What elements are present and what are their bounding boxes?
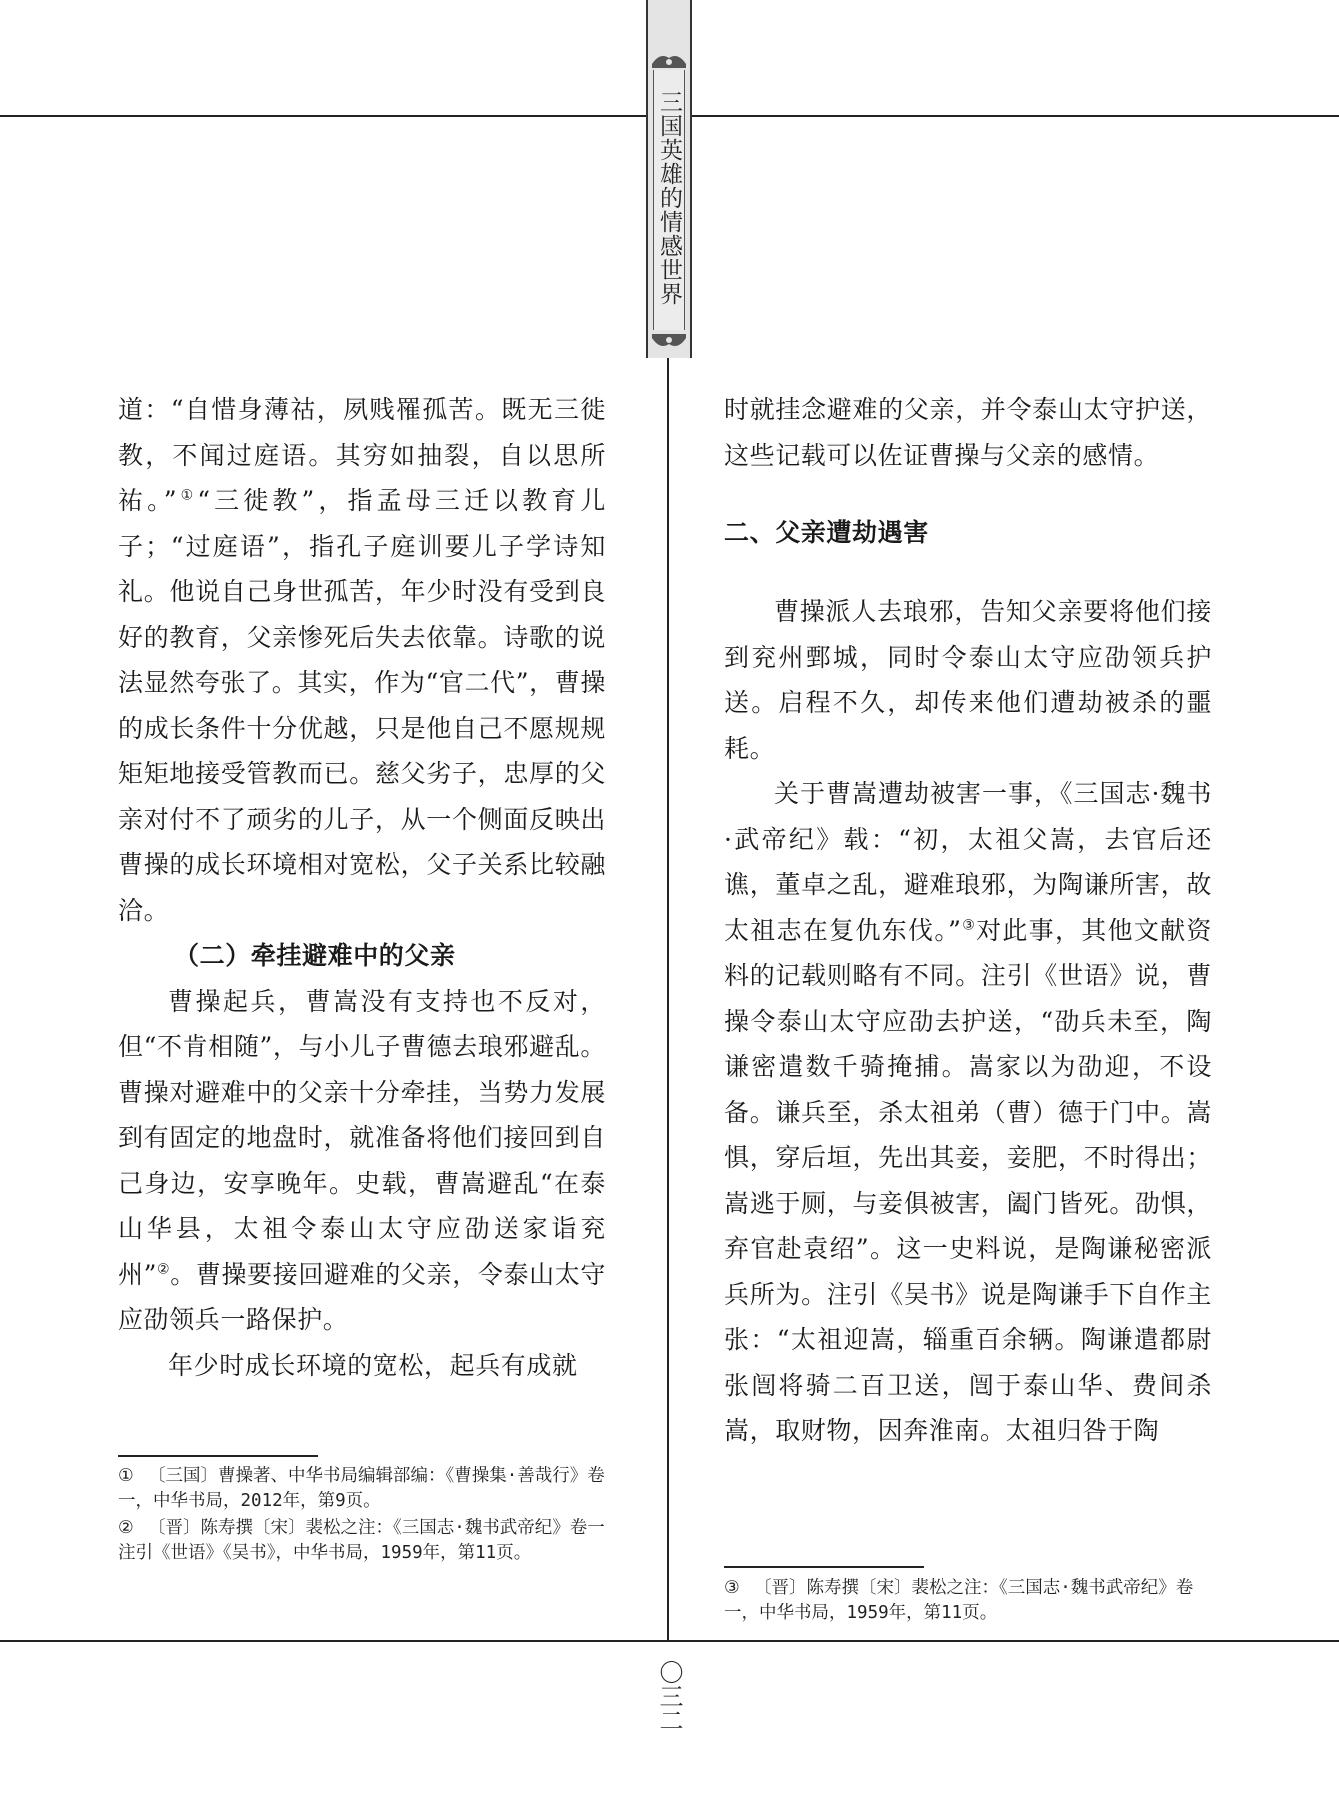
footnote-3-number: ③	[724, 1578, 740, 1598]
spine-label	[646, 0, 692, 358]
bottom-ornament-icon	[650, 332, 688, 352]
footnote-1	[118, 1464, 606, 1514]
bottom-rule	[0, 1640, 1339, 1642]
center-gutter-rule	[667, 358, 669, 1642]
left-paragraph-1: 道：“自惜身薄祜，夙贱罹孤苦。既无三徙教，不闻过庭语。其穷如抽裂，自以思所祐。”①“三徙教”，指孟母三迁以教育儿子；“过庭语”，指孔子庭训要儿子学诗知礼。他说自己身世孤苦，年少时没有受到良好的教育，父亲惨死后失去依靠。诗歌的说法显然夸张了。其实，作为“官二代”，曹操的成长条件十分优越，只是他自己不愿规规矩矩地接受管教而已。慈父劣子，忠厚的父亲对付不了顽劣的儿子，从一个侧面反映出曹操的成长环境相对宽松，父子关系比较融洽。	[118, 395, 606, 925]
section-heading: 二、父亲遭劫遇害	[724, 518, 929, 547]
right-paragraph-3: 关于曹嵩遭劫被害一事，《三国志·魏书·武帝纪》载：“初，太祖父嵩，去官后还谯，董卓之乱，避难琅邪，为陶谦所害，故太祖志在复仇东伐。”③对此事，其他文献资料的记载则略有不同。注引《世语》说，曹操令泰山太守应劭去护送，“劭兵未至，陶谦密遣数千骑掩捕。嵩家以为劭迎，不设备。谦兵至，杀太祖弟（曹）德于门中。嵩惧，穿后垣，先出其妾，妾肥，不时得出；嵩逃于厕，与妾俱被害，阖门皆死。劭惧，弃官赴袁绍”。这一史料说，是陶谦秘密派兵所为。注引《吴书》说是陶谦手下自作主张：“太祖迎嵩，辎重百余辆。陶谦遣都尉张闿将骑二百卫送，闿于泰山华、费间杀嵩，取财物，因奔淮南。太祖归咎于陶	[724, 779, 1212, 1445]
right-column	[724, 387, 1212, 1454]
footnote-ref-2[interactable]: ②	[157, 1261, 171, 1278]
right-footnote-rule	[724, 1566, 924, 1568]
footnote-2	[118, 1516, 606, 1566]
footnote-1-text: 〔三国〕曹操著、中华书局编辑部编：《曹操集·善哉行》卷一，中华书局，2012年，第9页。	[118, 1466, 605, 1511]
left-paragraph-3: 年少时成长环境的宽松，起兵有成就	[168, 1350, 578, 1380]
footnote-ref-1[interactable]: ①	[177, 487, 198, 504]
left-column	[118, 387, 606, 1388]
subheading: （二）牵挂避难中的父亲	[174, 941, 456, 970]
footnote-ref-3[interactable]: ③	[961, 917, 977, 934]
left-paragraph-2: 曹操起兵，曹嵩没有支持也不反对，但“不肯相随”，与小儿子曹德去琅邪避乱。曹操对避难中的父亲十分牵挂，当势力发展到有固定的地盘时，就准备将他们接回到自己身边，安享晚年。史载，曹嵩避乱“在泰山华县，太祖令泰山太守应劭送家诣兖州”②。曹操要接回避难的父亲，令泰山太守应劭领兵一路保护。	[118, 986, 607, 1334]
left-footnote-rule	[118, 1455, 318, 1457]
footnote-2-number: ②	[118, 1518, 134, 1538]
page-number: 〇三二	[655, 1660, 683, 1732]
footnote-3-text: 〔晋〕陈寿撰〔宋〕裴松之注：《三国志·魏书武帝纪》卷一，中华书局，1959年，第11页。	[724, 1578, 1194, 1623]
footnote-1-number: ①	[118, 1466, 134, 1486]
top-ornament-icon	[650, 50, 688, 70]
right-paragraph-2: 曹操派人去琅邪，告知父亲要将他们接到兖州鄄城，同时令泰山太守应劭领兵护送。启程不久，却传来他们遭劫被杀的噩耗。	[724, 597, 1212, 763]
footnote-2-text: 〔晋〕陈寿撰〔宋〕裴松之注：《三国志·魏书武帝纪》卷一注引《世语》《吴书》，中华书局，1959年，第11页。	[118, 1518, 605, 1563]
footnote-3	[724, 1576, 1212, 1626]
right-paragraph-1: 时就挂念避难的父亲，并令泰山太守护送，这些记载可以佐证曹操与父亲的感情。	[724, 395, 1212, 470]
left-footnotes	[118, 1464, 606, 1566]
right-footnotes	[724, 1576, 1212, 1626]
running-title: 三国英雄的情感世界	[656, 90, 682, 306]
